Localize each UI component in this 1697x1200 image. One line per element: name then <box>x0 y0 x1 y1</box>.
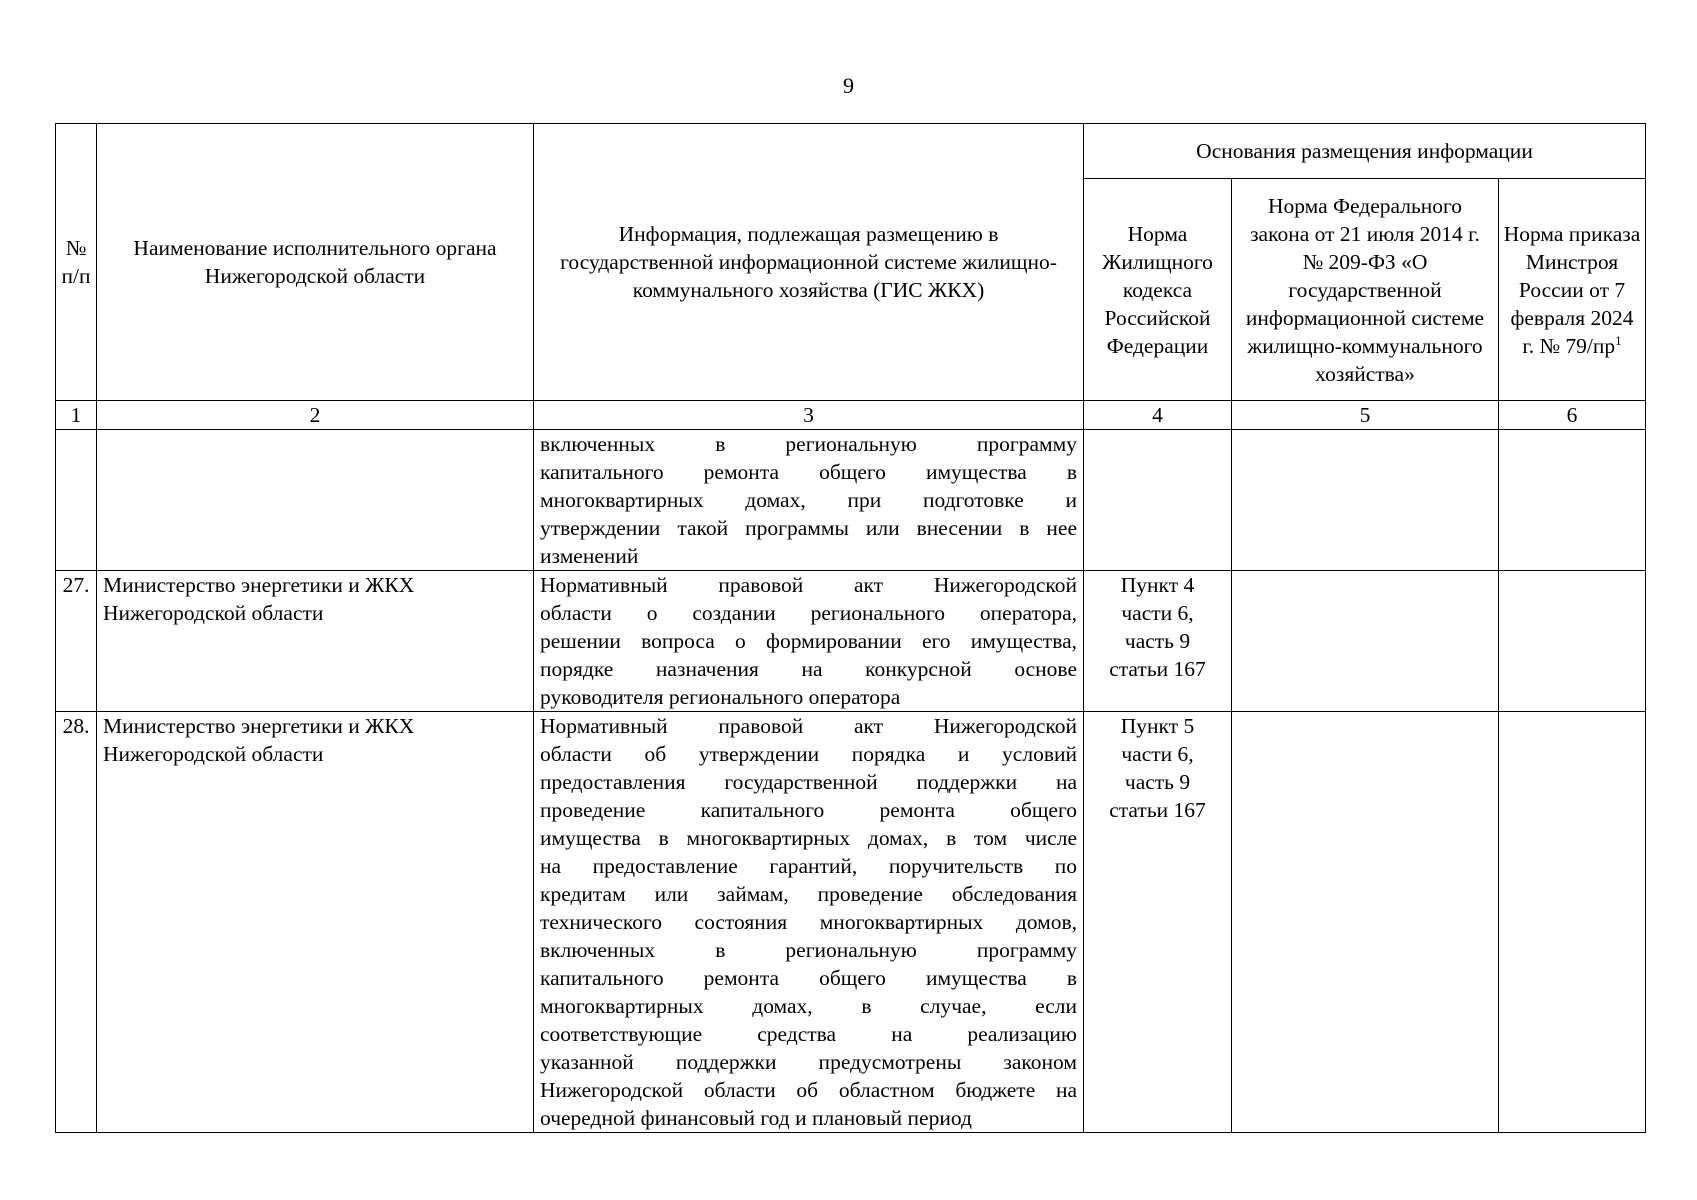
info-line: изменений <box>540 544 639 568</box>
info-line: предоставления государственной поддержки на <box>540 770 1077 794</box>
column-number: 5 <box>1232 401 1499 430</box>
housing-code-line: Пункт 5 <box>1120 714 1195 738</box>
row-housing-code <box>1084 712 1232 1133</box>
housing-code-line: часть 9 <box>1124 629 1191 653</box>
info-line: соответствующие средства на реализацию <box>540 1022 1077 1046</box>
info-line: Нормативный правовой акт Нижегородской <box>540 714 1077 738</box>
row-order <box>1499 712 1646 1133</box>
header-basis-group: Основания размещения информации <box>1084 124 1646 179</box>
info-line: очередной финансовый год и плановый период <box>540 1106 972 1130</box>
info-line: многоквартирных домах, в случае, если <box>540 994 1077 1018</box>
info-line: на предоставление гарантий, поручительств по <box>540 854 1077 878</box>
info-line: включенных в региональную программу <box>540 938 1077 962</box>
organ-line: Министерство энергетики и ЖКХ <box>103 714 415 738</box>
column-number: 4 <box>1084 401 1232 430</box>
housing-code-line: статьи 167 <box>1109 798 1206 822</box>
header-minstroy-order <box>1499 179 1646 401</box>
info-line: многоквартирных домах, при подготовке и <box>540 488 1077 512</box>
row-organ <box>97 430 534 571</box>
info-line: включенных в региональную программу <box>540 432 1077 456</box>
row-organ <box>97 571 534 712</box>
row-number: 28. <box>56 712 97 1133</box>
organ-line: Министерство энергетики и ЖКХ <box>103 573 415 597</box>
table-row <box>56 430 1646 571</box>
info-line: проведение капитального ремонта общего <box>540 798 1077 822</box>
row-federal-law <box>1232 571 1499 712</box>
column-number: 3 <box>534 401 1084 430</box>
row-housing-code <box>1084 430 1232 571</box>
info-line: области о создании регионального оператора, <box>540 601 1077 625</box>
header-housing-code: Норма Жилищного кодекса Российской Федерации <box>1084 179 1232 401</box>
table-row <box>56 712 1646 1133</box>
organ-line: Нижегородской области <box>103 601 324 625</box>
info-line: технического состояния многоквартирных домов, <box>540 910 1077 934</box>
row-number <box>56 430 97 571</box>
info-line: решении вопроса о формировании его имущества, <box>540 629 1077 653</box>
information-table <box>55 123 1646 1133</box>
header-organ: Наименование исполнительного органа Нижегородской области <box>97 124 534 401</box>
row-federal-law <box>1232 712 1499 1133</box>
info-line: руководителя регионального оператора <box>540 685 901 709</box>
header-minstroy-order-text: Норма приказа Минстроя России от 7 февраля 2024 г. № 79/пр <box>1503 221 1641 358</box>
info-line: указанной поддержки предусмотрены законом <box>540 1050 1077 1074</box>
row-info <box>534 571 1084 712</box>
info-line: имущества в многоквартирных домах, в том числе <box>540 826 1077 850</box>
column-number: 1 <box>56 401 97 430</box>
housing-code-line: части 6, <box>1121 601 1194 625</box>
row-housing-code <box>1084 571 1232 712</box>
organ-line: Нижегородской области <box>103 742 324 766</box>
row-order <box>1499 430 1646 571</box>
header-federal-law: Норма Федерального закона от 21 июля 2014 г. № 209-ФЗ «О государственной информационной системе жилищно-коммунального хозяйства» <box>1232 179 1499 401</box>
housing-code-line: части 6, <box>1121 742 1194 766</box>
column-number: 6 <box>1499 401 1646 430</box>
row-number: 27. <box>56 571 97 712</box>
column-number-row <box>56 401 1646 430</box>
info-line: утверждении такой программы или внесении в нее <box>540 516 1077 540</box>
row-organ <box>97 712 534 1133</box>
info-line: Нижегородской области об областном бюджете на <box>540 1078 1077 1102</box>
page-number: 9 <box>843 73 854 98</box>
housing-code-line: Пункт 4 <box>1120 573 1195 597</box>
header-info: Информация, подлежащая размещению в государственной информационной системе жилищно-коммунального хозяйства (ГИС ЖКХ) <box>534 124 1084 401</box>
row-federal-law <box>1232 430 1499 571</box>
info-line: порядке назначения на конкурсной основе <box>540 657 1077 681</box>
info-line: области об утверждении порядка и условий <box>540 742 1077 766</box>
row-info <box>534 712 1084 1133</box>
row-info <box>534 430 1084 571</box>
column-number: 2 <box>97 401 534 430</box>
table-row <box>56 571 1646 712</box>
header-number: № п/п <box>56 124 97 401</box>
info-line: капитального ремонта общего имущества в <box>540 460 1077 484</box>
footnote-marker: 1 <box>1615 332 1622 348</box>
info-line: Нормативный правовой акт Нижегородской <box>540 573 1077 597</box>
info-line: кредитам или займам, проведение обследования <box>540 882 1077 906</box>
row-order <box>1499 571 1646 712</box>
info-line: капитального ремонта общего имущества в <box>540 966 1077 990</box>
housing-code-line: часть 9 <box>1124 770 1191 794</box>
housing-code-line: статьи 167 <box>1109 657 1206 681</box>
